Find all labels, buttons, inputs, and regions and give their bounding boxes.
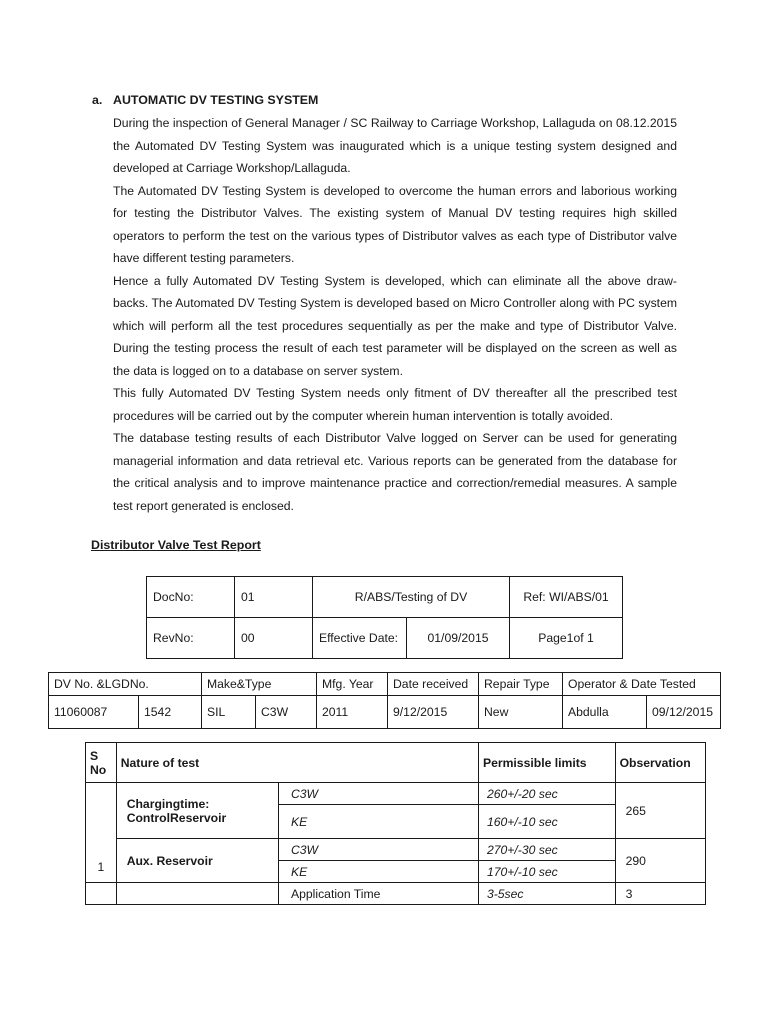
table-row [86,783,706,805]
table-row [86,883,706,905]
charging-test-name: Chargingtime: ControlReservoir [116,783,278,839]
make: SIL [202,696,256,729]
dv-no: 11060087 [49,696,139,729]
revno-label: RevNo: [147,618,235,659]
operator: Abdulla [563,696,647,729]
paragraph: During the inspection of General Manager / SC Railway to Carriage Workshop, Lallaguda on 08.12.2015 the Automated DV Testing System was inaugurated which is a unique testing system designed and developed at Carriage Workshop/Lallaguda. [113,116,677,175]
header-operator: Operator & Date Tested [563,673,721,696]
paragraph: Hence a fully Automated DV Testing System is developed, which can eliminate all the above draw-backs. The Automated DV Testing System is developed based on Micro Controller along with PC system which will perform all the test procedures sequentially as per the make and type of Distributor Valve. During the testing process the result of each test parameter will be displayed on the screen as well as the data is logged on to a database on server system. [113,273,677,378]
docno-value: 01 [235,577,313,618]
section-title: AUTOMATIC DV TESTING SYSTEM [113,93,319,107]
aux-type-ke: KE [278,861,478,883]
doc-info-table [146,576,623,659]
section-heading [92,93,318,107]
header-nature: Nature of test [116,743,478,783]
body-text [113,112,677,517]
header-sno: S No [86,743,117,783]
header-make-type: Make&Type [202,673,317,696]
table-header-row [49,673,721,696]
header-date-received: Date received [388,673,479,696]
header-repair-type: Repair Type [479,673,563,696]
lgd-no: 1542 [139,696,202,729]
paragraph: This fully Automated DV Testing System needs only fitment of DV thereafter all the prescribed test procedures will be carried out by the computer wherein human intervention is totally avoided. [113,386,677,423]
aux-observation: 290 [615,839,705,883]
sno-value: 1 [86,783,117,883]
date-tested: 09/12/2015 [647,696,721,729]
mfg-year: 2011 [317,696,388,729]
aux-limit-ke: 170+/-10 sec [478,861,615,883]
table-row [49,696,721,729]
paragraph: The database testing results of each Distributor Valve logged on Server can be used for generating managerial information and data retrieval etc. Various reports can be generated from the database for the critical analysis and to improve maintenance practice and correction/remedial measures. A sample test report generated is enclosed. [113,431,677,513]
header-limits: Permissible limits [478,743,615,783]
charging-type-ke: KE [278,805,478,839]
doc-title: R/ABS/Testing of DV [313,577,510,618]
dv-info-table [48,672,721,729]
doc-ref: Ref: WI/ABS/01 [510,577,623,618]
date-received: 9/12/2015 [388,696,479,729]
table-row [147,618,623,659]
table-row [86,839,706,861]
header-observation: Observation [615,743,705,783]
effective-date-label: Effective Date: [313,618,407,659]
header-dv-no: DV No. &LGDNo. [49,673,202,696]
paragraph: The Automated DV Testing System is developed to overcome the human errors and laborious working for testing the Distributor Valves. The existing system of Manual DV testing requires high skilled operators to perform the test on the various types of Distributor valves as each type of Distributor valve have different testing parameters. [113,183,677,265]
application-test-name: Application Time [278,883,478,905]
page-number: Page1of 1 [510,618,623,659]
empty-cell [86,883,117,905]
aux-type-c3w: C3W [278,839,478,861]
charging-limit-ke: 160+/-10 sec [478,805,615,839]
empty-cell [116,883,278,905]
test-results-table [85,742,706,905]
application-limit: 3-5sec [478,883,615,905]
header-mfg-year: Mfg. Year [317,673,388,696]
report-title: Distributor Valve Test Report [91,538,261,552]
type: C3W [256,696,317,729]
charging-observation: 265 [615,783,705,839]
aux-test-name: Aux. Reservoir [116,839,278,883]
table-header-row [86,743,706,783]
repair-type: New [479,696,563,729]
charging-limit-c3w: 260+/-20 sec [478,783,615,805]
application-observation: 3 [615,883,705,905]
table-row [147,577,623,618]
effective-date-value: 01/09/2015 [407,618,510,659]
section-letter: a. [92,93,103,107]
aux-limit-c3w: 270+/-30 sec [478,839,615,861]
revno-value: 00 [235,618,313,659]
docno-label: DocNo: [147,577,235,618]
charging-type-c3w: C3W [278,783,478,805]
